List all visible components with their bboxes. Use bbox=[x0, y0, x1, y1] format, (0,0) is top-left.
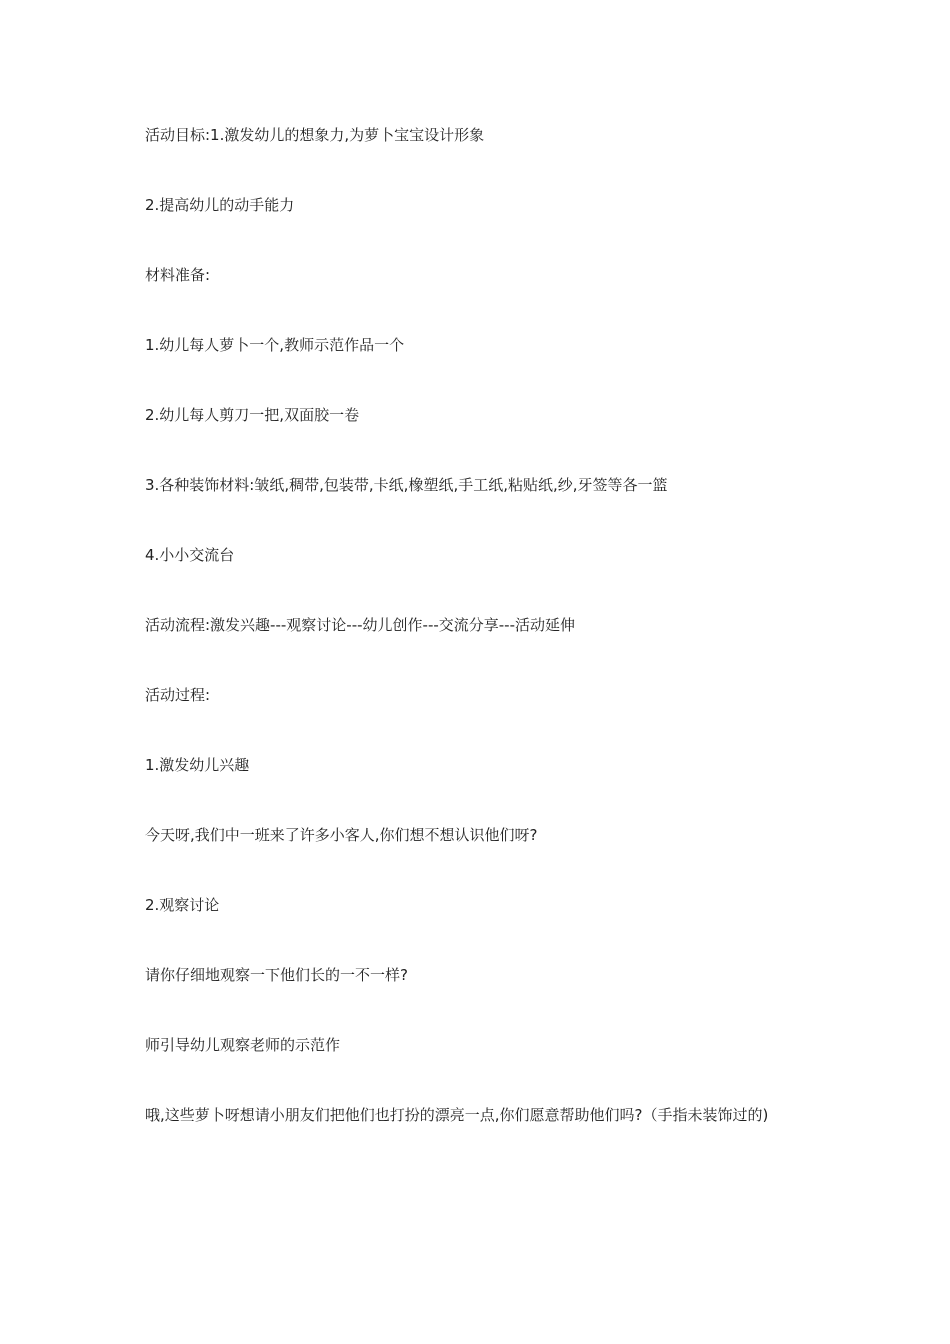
material-item-3: 3.各种装饰材料:皱纸,稠带,包装带,卡纸,橡塑纸,手工纸,粘贴纸,纱,牙签等各一篮 bbox=[145, 476, 668, 494]
material-item-2: 2.幼儿每人剪刀一把,双面胶一卷 bbox=[145, 406, 360, 424]
process-step-2-guide: 师引导幼儿观察老师的示范作 bbox=[145, 1036, 341, 1054]
process-step-2-question: 哦,这些萝卜呀想请小朋友们把他们也打扮的漂亮一点,你们愿意帮助他们吗?（手指未装饰过的) bbox=[145, 1106, 769, 1124]
document-body bbox=[145, 124, 810, 1126]
process-step-2: 2.观察讨论 bbox=[145, 896, 220, 914]
activity-flow: 活动流程:激发兴趣---观察讨论---幼儿创作---交流分享---活动延伸 bbox=[145, 616, 576, 634]
material-item-1: 1.幼儿每人萝卜一个,教师示范作品一个 bbox=[145, 336, 405, 354]
process-step-1: 1.激发幼儿兴趣 bbox=[145, 756, 250, 774]
process-step-2-text: 请你仔细地观察一下他们长的一不一样? bbox=[145, 966, 408, 984]
activity-goal-1: 活动目标:1.激发幼儿的想象力,为萝卜宝宝设计形象 bbox=[145, 126, 485, 144]
process-heading: 活动过程: bbox=[145, 686, 211, 704]
materials-heading: 材料准备: bbox=[145, 266, 211, 284]
process-step-1-text: 今天呀,我们中一班来了许多小客人,你们想不想认识他们呀? bbox=[145, 826, 538, 844]
activity-goal-2: 2.提高幼儿的动手能力 bbox=[145, 196, 295, 214]
material-item-4: 4.小小交流台 bbox=[145, 546, 235, 564]
